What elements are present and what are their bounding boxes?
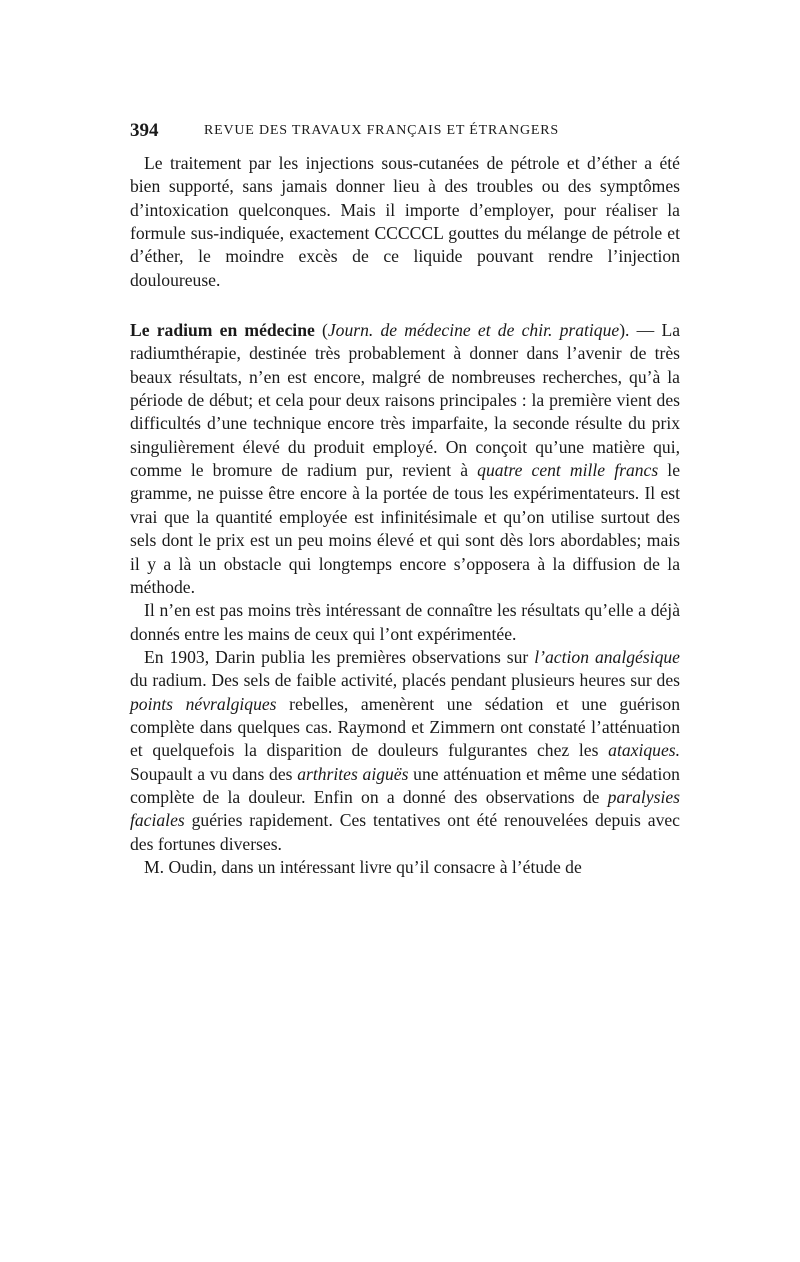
- darin-text-c: rebelles, amenèrent une sédation et une guérison complète dans quelques cas. Raymond et Zimmern ont constaté l’atténuation et quelquefois la disparition de douleurs fulgurantes chez les: [130, 693, 680, 761]
- radium-price: quatre cent mille francs: [477, 460, 659, 481]
- darin-ital-c: ataxiques.: [608, 740, 680, 761]
- radium-text-2: le gramme, ne puisse être encore à la portée de tous les expérimentateurs. Il est vrai que la quantité employée est infinitésimale et qu’on utilise surtout des sels dont le prix est un peu moins élevé et qui sont dès lors abordables; mais il y a là un obstacle qui longtemps encore s’opposera à la diffusion de la méthode.: [130, 460, 681, 597]
- paragraph-oudin: M. Oudin, dans un intéressant livre qu’il consacre à l’étude de: [144, 856, 582, 877]
- darin-ital-b: points névralgiques: [130, 693, 277, 714]
- page-number: 394: [130, 120, 159, 141]
- source-close: ).: [619, 320, 630, 341]
- body-text: [130, 152, 680, 879]
- darin-text-a: En 1903, Darin publia les premières observations sur: [144, 646, 535, 667]
- paragraph-darin: [130, 646, 680, 856]
- page-header: [130, 120, 690, 146]
- paragraph-petrole: Le traitement par les injections sous-cutanées de pétrole et d’éther a été bien supporté, sans jamais donner lieu à des troubles ou des symptômes d’intoxication quelconques. Mais il importe d’employer, pour réaliser la formule sus-indiquée, exactement CCCCCL gouttes du mélange de pétrole et d’éther, le moindre excès de ce liquide pouvant rendre l’injection douloureuse.: [130, 153, 680, 290]
- darin-text-d: Soupault a vu dans des: [130, 763, 298, 784]
- paragraph-radium-intro: [130, 319, 680, 599]
- paragraph-results: Il n’en est pas moins très intéressant de connaître les résultats qu’elle a déjà donnés entre les mains de ceux qui l’ont expérimentée.: [130, 600, 680, 644]
- darin-text-e: une atténuation et même une sédation complète de la douleur. Enfin on a donné des observations de: [130, 763, 680, 807]
- darin-ital-a: l’action analgésique: [534, 646, 680, 667]
- darin-ital-d: arthrites aiguës: [297, 763, 409, 784]
- source-open: (: [314, 320, 328, 341]
- darin-text-b: du radium. Des sels de faible activité, placés pendant plusieurs heures sur des: [130, 670, 680, 691]
- running-head: REVUE DES TRAVAUX FRANÇAIS ET ÉTRANGERS: [204, 123, 559, 138]
- darin-text-f: guéries rapidement. Ces tentatives ont été renouvelées depuis avec des fortunes diverses.: [130, 810, 680, 854]
- radium-text-1: — La radiumthérapie, destinée très probablement à donner dans l’avenir de très beaux résultats, n’en est encore, malgré de nombreuses recherches, qu’à la période de début; et cela pour deux raisons principales : la première vient des difficultés d’une technique encore très imparfaite, la seconde résulte du prix singulièrement élevé du produit employé. On conçoit qu’une matière qui, comme le bromure de radium pur, revient à: [130, 320, 681, 481]
- section-title: Le radium en médecine: [130, 320, 315, 341]
- darin-ital-e: paralysies faciales: [130, 786, 680, 831]
- source-citation: Journ. de médecine et de chir. pratique: [327, 320, 620, 341]
